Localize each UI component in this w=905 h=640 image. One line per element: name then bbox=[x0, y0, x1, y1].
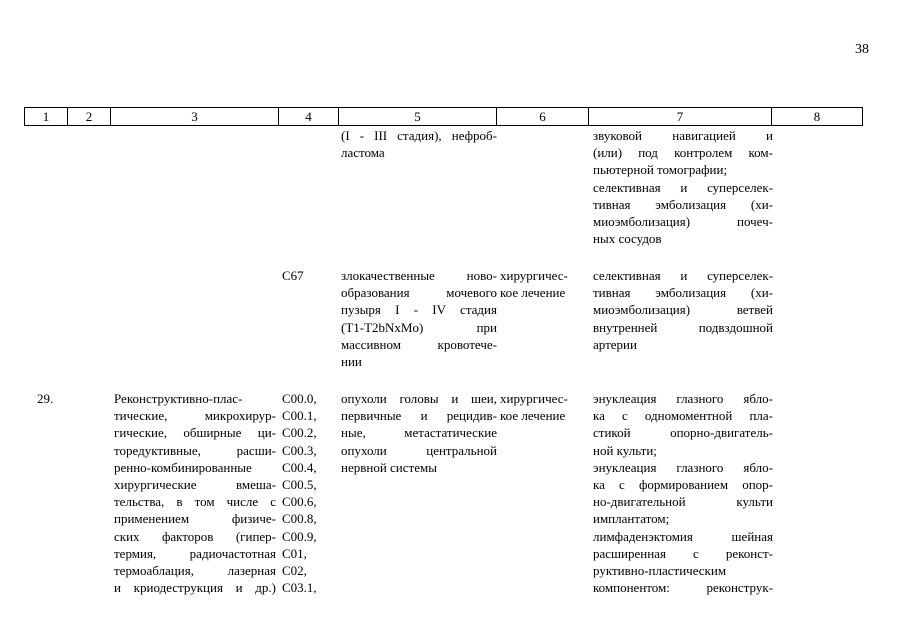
text-line: ка с формированием опор- bbox=[593, 477, 773, 493]
text-line: злокачественные ново- bbox=[341, 268, 497, 283]
text-line: кое лечение bbox=[500, 408, 566, 424]
column-header-2: 2 bbox=[68, 108, 111, 126]
text-line: торедуктивные, расши- bbox=[114, 442, 276, 458]
text-line: C00.6, bbox=[282, 494, 317, 510]
text-line: артерии bbox=[593, 336, 637, 352]
text-line: энуклеация глазного ябло- bbox=[593, 391, 773, 406]
text-line: опухоли головы и шеи, bbox=[341, 391, 497, 406]
text-line: C00.8, bbox=[282, 511, 317, 527]
column-header-7: 7 bbox=[589, 108, 772, 126]
text-line: руктивно-пластическим bbox=[593, 563, 727, 579]
row-3-diagnosis bbox=[341, 390, 497, 476]
text-line: тивная эмболизация (хи- bbox=[593, 196, 773, 212]
text-line: расширенная с реконст- bbox=[593, 545, 773, 561]
row-3-intervention-name bbox=[114, 390, 276, 596]
text-line: хирургические вмеша- bbox=[114, 477, 276, 493]
text-line: ных сосудов bbox=[593, 231, 662, 247]
text-line: энуклеация глазного ябло- bbox=[593, 459, 773, 475]
text-line: миоэмболизация) ветвей bbox=[593, 302, 773, 318]
text-line: термоаблация, лазерная bbox=[114, 563, 276, 579]
column-header-8: 8 bbox=[772, 108, 863, 126]
column-header-3: 3 bbox=[111, 108, 279, 126]
text-line: ной культи; bbox=[593, 442, 657, 458]
text-line: и криодеструкция и др.) bbox=[114, 580, 276, 596]
row-3-treatment-type bbox=[500, 390, 590, 424]
text-line: пьютерной томографии; bbox=[593, 162, 728, 178]
text-line: (I - III стадия), нефроб- bbox=[341, 128, 497, 143]
text-line: но-двигательной культи bbox=[593, 494, 773, 510]
row-2-icd-code bbox=[282, 267, 338, 284]
text-line: компонентом: реконструк- bbox=[593, 580, 773, 596]
text-line: термия, радиочастотная bbox=[114, 545, 276, 561]
text-line: применением физиче- bbox=[114, 511, 276, 527]
page-number: 38 bbox=[855, 42, 869, 57]
text-line: селективная и суперселек- bbox=[593, 268, 773, 283]
text-line: тельства, в том числе с bbox=[114, 494, 276, 510]
column-header-5: 5 bbox=[339, 108, 497, 126]
text-line: тические, микрохирур- bbox=[114, 408, 276, 424]
text-line: C00.5, bbox=[282, 477, 317, 493]
text-line: хирургичес- bbox=[500, 268, 568, 283]
text-line: первичные и рецидив- bbox=[341, 408, 497, 424]
row-1-diagnosis bbox=[341, 127, 497, 161]
text-line: ренно-комбинированные bbox=[114, 459, 252, 475]
text-line: селективная и суперселек- bbox=[593, 179, 773, 195]
text-line: пузыря I - IV стадия bbox=[341, 302, 497, 318]
text-line: C00.4, bbox=[282, 459, 317, 475]
row-3-treatment-method bbox=[593, 390, 773, 596]
text-line: кое лечение bbox=[500, 285, 566, 301]
text-line: тивная эмболизация (хи- bbox=[593, 285, 773, 301]
text-line: нервной системы bbox=[341, 459, 437, 475]
text-line: (T1-T2bNxMo) при bbox=[341, 319, 497, 335]
text-line: стикой опорно-двигатель- bbox=[593, 425, 773, 441]
text-line: ластома bbox=[341, 145, 385, 161]
text-line: массивном кровотече- bbox=[341, 336, 497, 352]
text-line: С67 bbox=[282, 268, 304, 283]
text-line: C02, bbox=[282, 563, 307, 579]
text-line: Реконструктивно-плас- bbox=[114, 391, 243, 406]
column-header-row bbox=[24, 107, 863, 126]
row-2-diagnosis bbox=[341, 267, 497, 370]
text-line: звуковой навигацией и bbox=[593, 128, 773, 143]
text-line: миоэмболизация) почеч- bbox=[593, 214, 773, 230]
text-line: имплантатом; bbox=[593, 511, 670, 527]
row-2-treatment-type bbox=[500, 267, 590, 301]
text-line: опухоли центральной bbox=[341, 442, 497, 458]
text-line: C00.1, bbox=[282, 408, 317, 424]
row-1-treatment-method bbox=[593, 127, 773, 247]
text-line: нии bbox=[341, 354, 362, 370]
column-header-4: 4 bbox=[279, 108, 339, 126]
text-line: хирургичес- bbox=[500, 391, 568, 406]
text-line: C03.1, bbox=[282, 580, 317, 596]
text-line: ные, метастатические bbox=[341, 425, 497, 441]
text-line: 29. bbox=[37, 391, 54, 406]
row-3-icd-codes bbox=[282, 390, 338, 596]
text-line: C00.3, bbox=[282, 442, 317, 458]
text-line: (или) под контролем ком- bbox=[593, 145, 773, 161]
text-line: ских факторов (гипер- bbox=[114, 528, 276, 544]
text-line: образования мочевого bbox=[341, 285, 497, 301]
text-line: C00.9, bbox=[282, 528, 317, 544]
text-line: C00.0, bbox=[282, 391, 317, 406]
text-line: гические, обширные ци- bbox=[114, 425, 276, 441]
column-header-1: 1 bbox=[25, 108, 68, 126]
column-header-6: 6 bbox=[497, 108, 589, 126]
text-line: C00.2, bbox=[282, 425, 317, 441]
row-3-number bbox=[37, 390, 77, 407]
text-line: C01, bbox=[282, 545, 307, 561]
text-line: лимфаденэктомия шейная bbox=[593, 528, 773, 544]
text-line: ка с одномоментной пла- bbox=[593, 408, 773, 424]
text-line: внутренней подвздошной bbox=[593, 319, 773, 335]
row-2-treatment-method bbox=[593, 267, 773, 353]
